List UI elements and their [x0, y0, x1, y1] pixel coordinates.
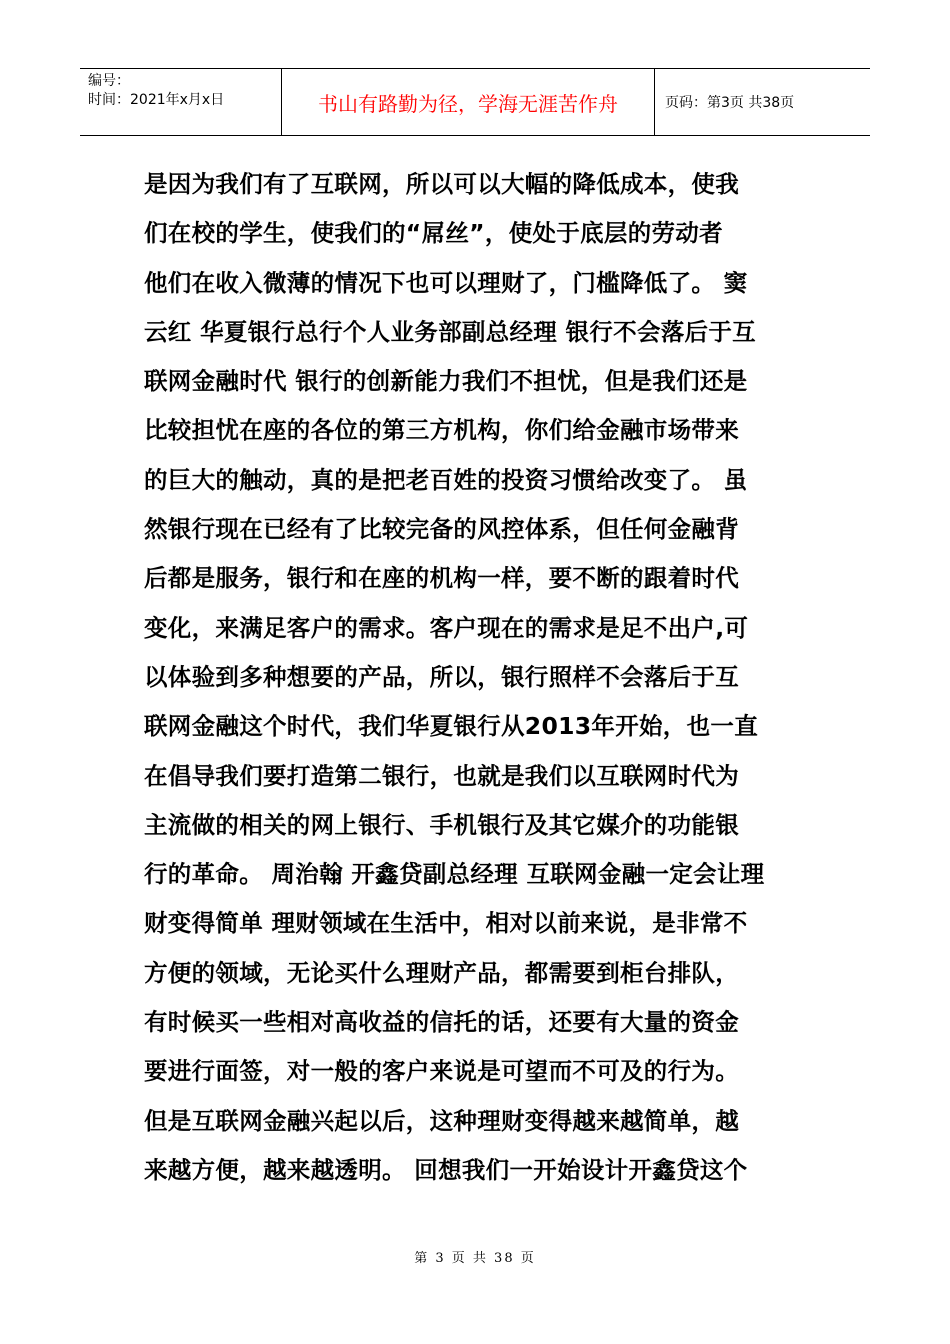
body-line: 比较担忧在座的各位的第三方机构，你们给金融市场带来 [144, 416, 739, 445]
document-date-label: 时间：2021年x月x日 [88, 92, 225, 108]
body-line: 方便的领域，无论买什么理财产品，都需要到柜台排队， [144, 958, 739, 987]
document-number-label: 编号： [88, 73, 130, 89]
page-footer: 第 3 页 共 38 页 [414, 1251, 536, 1266]
header-page-info: 页码：第3页 共38页 [665, 95, 795, 111]
body-line: 联网金融这个时代，我们华夏银行从2013年开始，也一直 [144, 712, 759, 741]
body-line: 后都是服务，银行和在座的机构一样，要不断的跟着时代 [144, 564, 739, 593]
body-line: 的巨大的触动，真的是把老百姓的投资习惯给改变了。 虽 [144, 465, 748, 494]
document-header [80, 68, 870, 136]
body-text [144, 160, 808, 1195]
body-line: 然银行现在已经有了比较完备的风控体系，但任何金融背 [144, 515, 739, 544]
body-line: 以体验到多种想要的产品，所以，银行照样不会落后于互 [144, 662, 739, 691]
body-line: 云红 华夏银行总行个人业务部副总经理 银行不会落后于互 [144, 317, 756, 346]
body-line: 他们在收入微薄的情况下也可以理财了，门槛降低了。 窦 [144, 268, 748, 297]
header-meta [80, 69, 282, 135]
body-line: 但是互联网金融兴起以后，这种理财变得越来越简单，越 [144, 1106, 739, 1135]
body-line: 主流做的相关的网上银行、手机银行及其它媒介的功能银 [144, 810, 739, 839]
body-line: 变化，来满足客户的需求。客户现在的需求是足不出户,可 [144, 613, 749, 642]
header-motto: 书山有路勤为径，学海无涯苦作舟 [282, 69, 655, 135]
body-line: 财变得简单 理财领域在生活中，相对以前来说，是非常不 [144, 909, 748, 938]
body-line: 行的革命。 周治翰 开鑫贷副总经理 互联网金融一定会让理 [144, 860, 765, 889]
body-line: 有时候买一些相对高收益的信托的话，还要有大量的资金 [144, 1008, 739, 1037]
body-line: 来越方便，越来越透明。 回想我们一开始设计开鑫贷这个 [144, 1155, 748, 1184]
body-line: 在倡导我们要打造第二银行，也就是我们以互联网时代为 [144, 761, 739, 790]
body-line: 们在校的学生，使我们的“屌丝”，使处于底层的劳动者 [144, 219, 723, 248]
body-line: 是因为我们有了互联网，所以可以大幅的降低成本，使我 [144, 170, 739, 198]
body-line: 要进行面签，对一般的客户来说是可望而不可及的行为。 [144, 1057, 739, 1086]
body-line: 联网金融时代 银行的创新能力我们不担忧，但是我们还是 [144, 367, 748, 396]
